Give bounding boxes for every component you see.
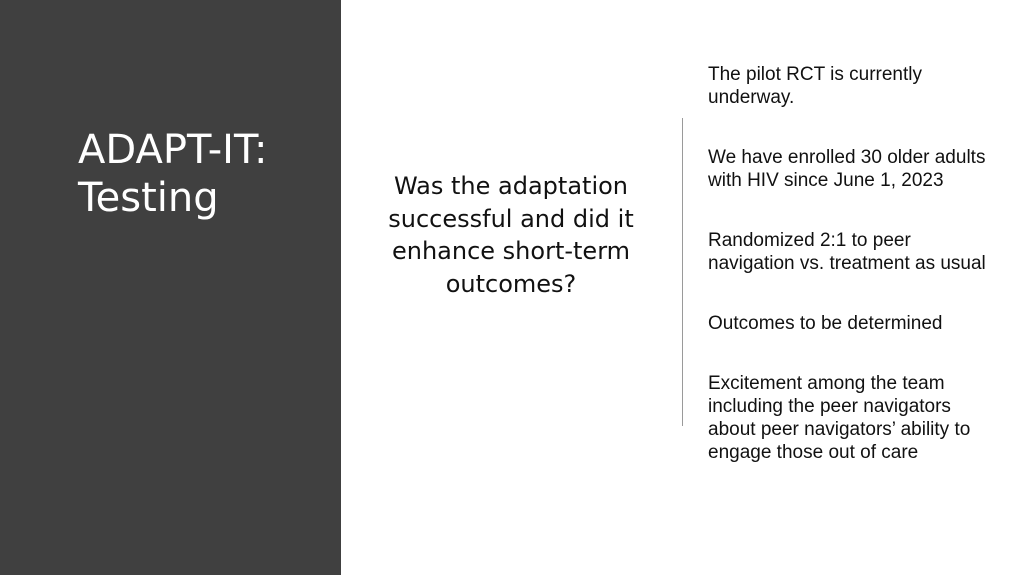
point-randomization: Randomized 2:1 to peer navigation vs. treatment as usual xyxy=(708,230,986,274)
point-outcomes: Outcomes to be determined xyxy=(708,313,943,334)
vertical-divider xyxy=(682,118,683,426)
research-question: Was the adaptation successful and did it enhance short-term outcomes? xyxy=(388,172,634,298)
status-points-list xyxy=(708,63,998,464)
point-enrollment: We have enrolled 30 older adults with HIV since June 1, 2023 xyxy=(708,147,986,191)
point-team-excitement: Excitement among the team including the peer navigators about peer navigators’ ability to engage those out of care xyxy=(708,373,971,463)
title-panel xyxy=(0,0,341,575)
slide-title: ADAPT-IT: Testing xyxy=(78,127,268,221)
point-pilot-rct: The pilot RCT is currently underway. xyxy=(708,64,922,108)
